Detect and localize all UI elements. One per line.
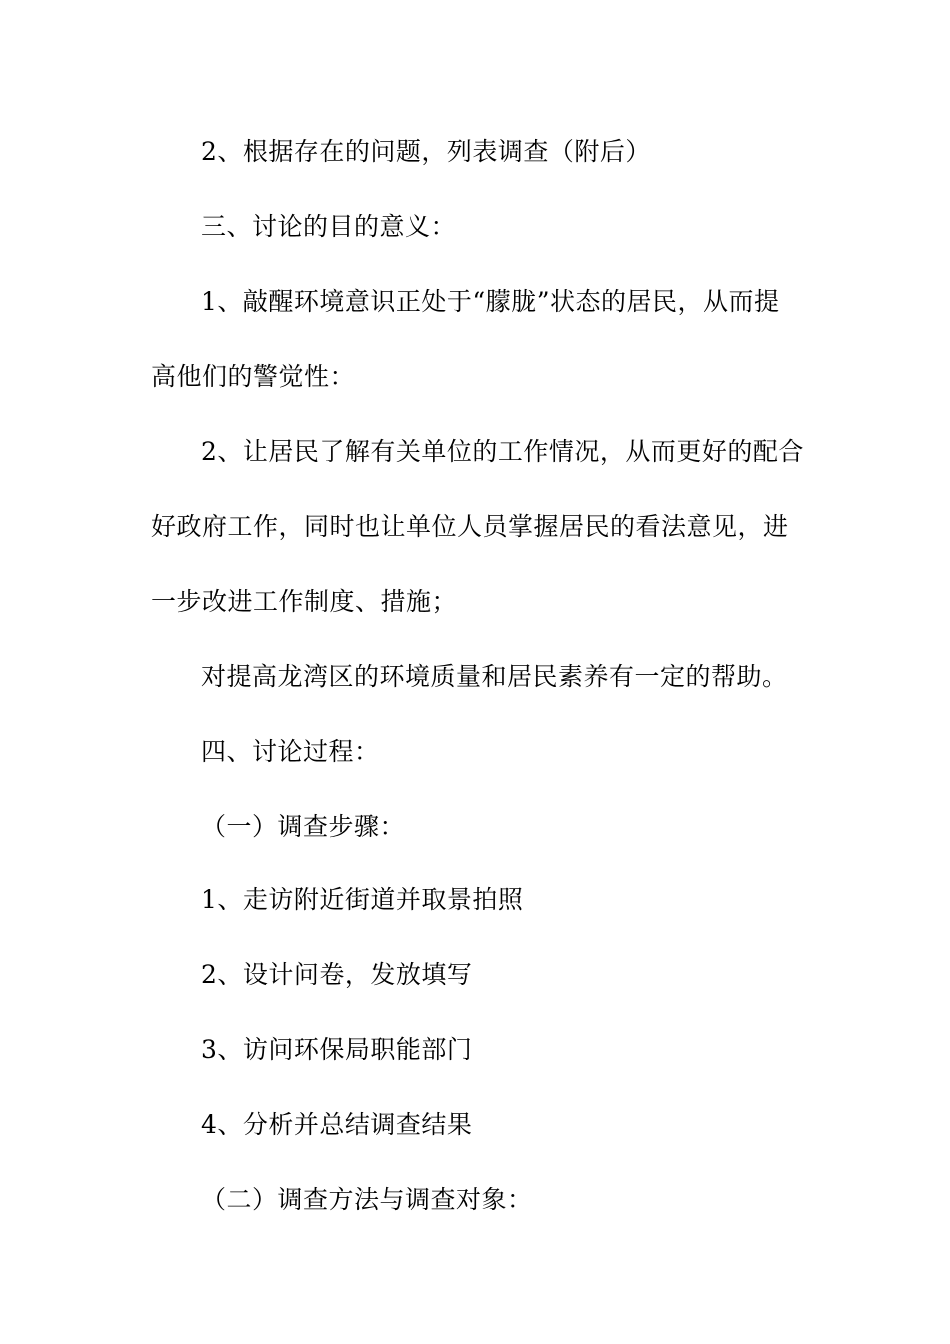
- text-line-15: （二）调查方法与调查对象：: [201, 1185, 533, 1214]
- text-line-7: 一步改进工作制度、措施；: [151, 587, 458, 616]
- text-line-3: 1、敲醒环境意识正处于“朦胧”状态的居民，从而提: [201, 287, 780, 316]
- text-line-12: 2、设计问卷，发放填写: [201, 960, 473, 989]
- text-line-11: 1、走访附近街道并取景拍照: [201, 885, 524, 914]
- text-line-9: 四、讨论过程：: [201, 737, 380, 766]
- text-line-8: 对提高龙湾区的环境质量和居民素养有一定的帮助。: [201, 662, 788, 691]
- text-line-4: 高他们的警觉性：: [151, 362, 356, 391]
- text-line-13: 3、访问环保局职能部门: [201, 1035, 473, 1064]
- text-line-1: 2、根据存在的问题，列表调查（附后）: [201, 137, 651, 166]
- text-line-10: （一）调查步骤：: [201, 812, 406, 841]
- text-line-2: 三、讨论的目的意义：: [201, 212, 457, 241]
- text-line-5: 2、让居民了解有关单位的工作情况，从而更好的配合: [201, 437, 804, 466]
- text-line-14: 4、分析并总结调查结果: [201, 1110, 473, 1139]
- text-line-6: 好政府工作，同时也让单位人员掌握居民的看法意见，进: [151, 512, 789, 541]
